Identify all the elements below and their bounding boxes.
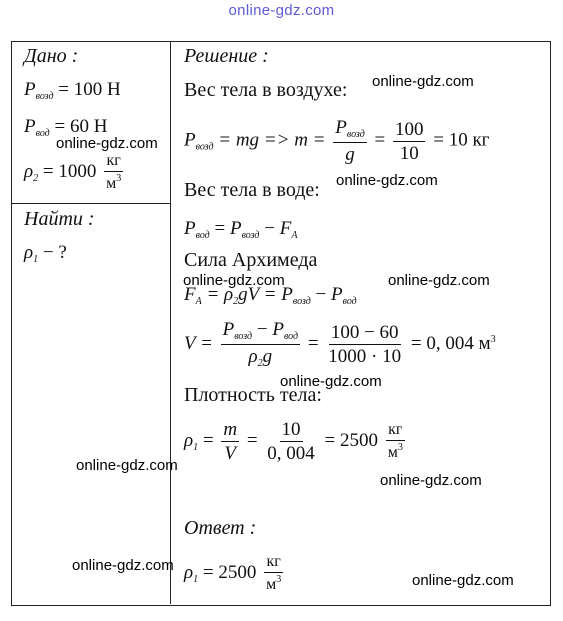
watermark: online-gdz.com — [56, 135, 158, 152]
watermark: online-gdz.com — [412, 572, 514, 589]
weight-water-label: Вес тела в воде: — [184, 179, 320, 201]
given-p-water: $P_{вод} = 60$ Н — [24, 116, 108, 139]
given-heading: Дано : — [24, 45, 79, 67]
answer-value: $\rho_1 = 2500$ $\frac{кг}{м^3}$ — [184, 553, 282, 593]
watermark: online-gdz.com — [380, 472, 482, 489]
watermark: online-gdz.com — [388, 272, 490, 289]
find-rho1: $\rho_1$ − ? — [24, 242, 67, 265]
site-header[interactable]: online-gdz.com — [228, 2, 335, 19]
watermark: online-gdz.com — [372, 73, 474, 90]
watermark: online-gdz.com — [183, 272, 285, 289]
watermark: online-gdz.com — [76, 457, 178, 474]
watermark: online-gdz.com — [336, 172, 438, 189]
weight-air-label: Вес тела в воздухе: — [184, 79, 348, 101]
find-heading: Найти : — [24, 208, 95, 230]
row-divider — [12, 203, 170, 204]
given-p-air: $P_{возд} = 100$ Н — [24, 79, 121, 102]
equation-volume: V = $\frac{P_{возд} - P_{вод}}{\rho_2g}$ = $\frac{100 - 60}{1000 \cdot 10}$ = 0, 004 $м^3$ — [184, 319, 496, 369]
answer-heading: Ответ : — [184, 517, 257, 539]
watermark: online-gdz.com — [280, 373, 382, 390]
equation-density: $\rho_1$ = $\frac{m}{V}$ = $\frac{10}{0, 004}$ = 2500 $\frac{кг}{м^3}$ — [184, 419, 403, 464]
given-rho2: $\rho_2 = 1000$ $\frac{кг}{м^3}$ — [24, 152, 122, 192]
solution-heading: Решение : — [184, 45, 269, 67]
equation-mass: $P_{возд}$ = mg => m = $\frac{P_{возд}}{g}$ = $\frac{100}{10}$ = 10 кг — [184, 117, 490, 165]
column-divider — [170, 42, 171, 604]
density-label: Плотность тела: — [184, 384, 322, 406]
equation-archimedes: $F_A = \rho_2gV = P_{возд} - P_{вод}$ — [184, 284, 357, 307]
watermark: online-gdz.com — [72, 557, 174, 574]
archimedes-label: Сила Архимеда — [184, 249, 318, 271]
equation-water-weight: $P_{вод} = P_{возд} - F_A$ — [184, 218, 298, 241]
